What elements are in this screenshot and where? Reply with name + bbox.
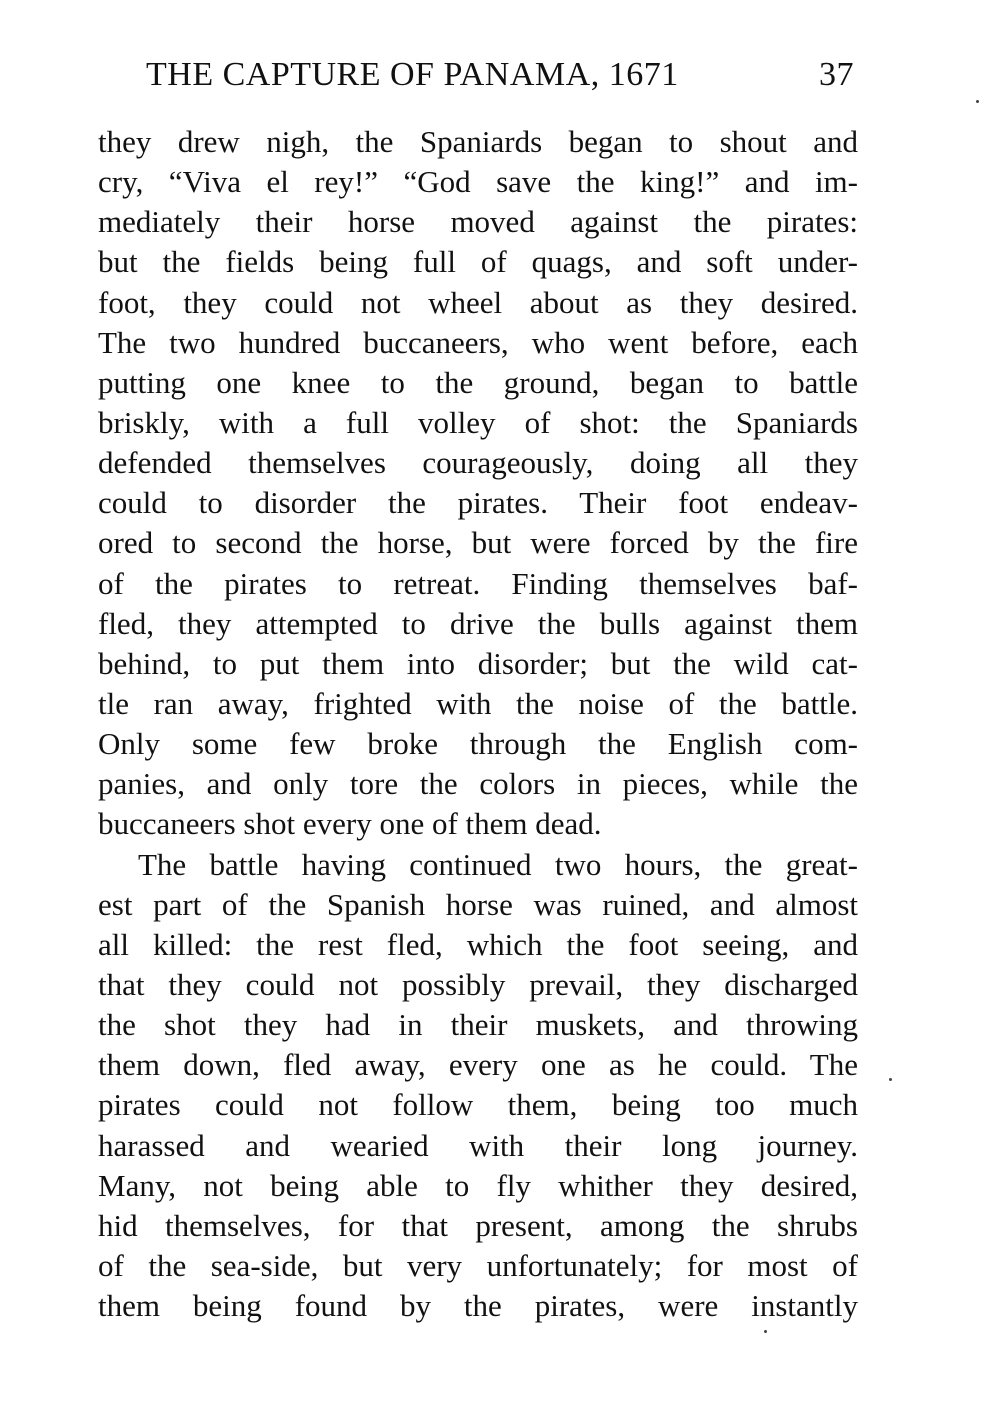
text-line: but the fields being full of quags, and soft under- (98, 244, 858, 280)
text-line: est part of the Spanish horse was ruined, and almost (98, 886, 858, 922)
text-line: buccaneers shot every one of them dead. (98, 806, 602, 842)
body-text (98, 122, 858, 1326)
text-line: putting one knee to the ground, began to battle (98, 364, 858, 400)
text-line: tle ran away, frighted with the noise of the battle. (98, 685, 858, 721)
text-line: mediately their horse moved against the pirates: (98, 204, 858, 240)
text-line: briskly, with a full volley of shot: the Spaniards (98, 404, 858, 440)
text-line: The battle having continued two hours, the great- (138, 846, 858, 882)
scan-speck (976, 100, 979, 103)
text-line: hid themselves, for that present, among the shrubs (98, 1207, 858, 1243)
text-line: ored to second the horse, but were forced by the fire (98, 525, 858, 561)
running-head (96, 50, 860, 100)
text-line: Only some few broke through the English com- (98, 726, 858, 762)
text-line: the shot they had in their muskets, and throwing (98, 1007, 858, 1043)
text-line: foot, they could not wheel about as they desired. (98, 284, 858, 320)
text-line: of the pirates to retreat. Finding themselves baf- (98, 565, 858, 601)
scan-speck (764, 1330, 767, 1333)
text-line: all killed: the rest fled, which the foot seeing, and (98, 926, 858, 962)
text-line: panies, and only tore the colors in pieces, while the (98, 766, 858, 802)
text-line: that they could not possibly prevail, they discharged (98, 966, 858, 1002)
text-line: The two hundred buccaneers, who went before, each (98, 324, 858, 360)
paragraph-2 (98, 845, 858, 1327)
text-line: harassed and wearied with their long journey. (98, 1127, 858, 1163)
text-line: cry, “Viva el rey!” “God save the king!” and im- (98, 164, 858, 200)
text-line: them being found by the pirates, were instantly (98, 1288, 858, 1324)
text-line: of the sea-side, but very unfortunately; for most of (98, 1247, 858, 1283)
text-line: they drew nigh, the Spaniards began to shout and (98, 124, 858, 159)
page-number: 37 (819, 56, 854, 93)
text-line: fled, they attempted to drive the bulls against them (98, 605, 858, 641)
text-line: could to disorder the pirates. Their foot endeav- (98, 485, 858, 521)
text-line: defended themselves courageously, doing all they (98, 445, 858, 481)
scan-speck (889, 1078, 892, 1081)
paragraph-1 (98, 122, 858, 845)
text-line: them down, fled away, every one as he could. The (98, 1047, 858, 1083)
running-title: THE CAPTURE OF PANAMA, 1671 (146, 56, 679, 93)
text-line: pirates could not follow them, being too much (98, 1087, 858, 1123)
text-line: behind, to put them into disorder; but the wild cat- (98, 645, 858, 681)
text-line: Many, not being able to fly whither they desired, (98, 1167, 858, 1203)
